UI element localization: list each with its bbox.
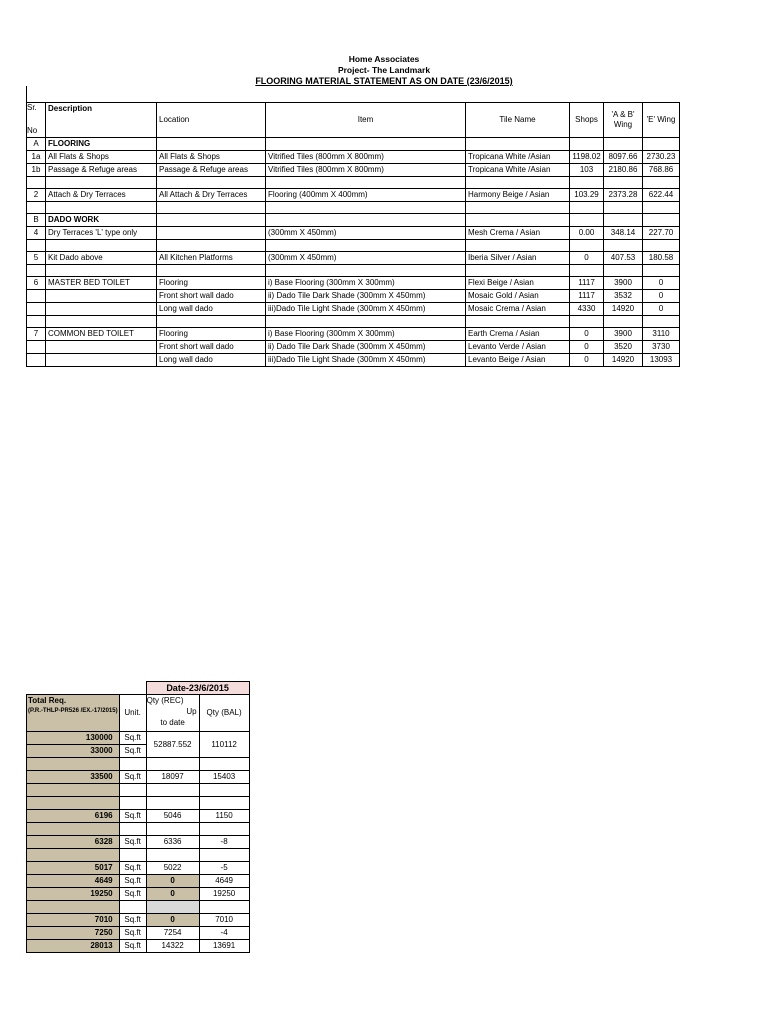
cell-ab-wing: 3520	[604, 341, 643, 354]
cell-tile-name: Tropicana White /Asian	[466, 151, 570, 164]
cell-qty-rec: 0	[146, 875, 199, 888]
cell-shops: 1117	[570, 290, 604, 303]
statement-title: FLOORING MATERIAL STATEMENT AS ON DATE (23/6/2015)	[255, 76, 513, 86]
cell-location: Flooring	[157, 277, 266, 290]
cell-ab-wing	[604, 265, 643, 277]
cell-sr: 6	[27, 277, 46, 290]
qty-rec-label-2: Up	[186, 707, 197, 716]
cell-sr: 1a	[27, 151, 46, 164]
cell-shops: 1117	[570, 277, 604, 290]
summary-row	[27, 849, 250, 862]
cell-tile-name: Mosaic Crema / Asian	[466, 303, 570, 316]
cell-shops: 103	[570, 164, 604, 177]
cell-sr: 1b	[27, 164, 46, 177]
cell-sr	[27, 290, 46, 303]
table-row	[27, 252, 680, 265]
cell-sr: 7	[27, 328, 46, 341]
cell-qty-bal	[199, 758, 249, 771]
cell-ab-wing	[604, 138, 643, 151]
cell-tile-name: Mosaic Gold / Asian	[466, 290, 570, 303]
col-tile-header: Tile Name	[466, 103, 570, 138]
cell-ab-wing: 3532	[604, 290, 643, 303]
summary-row	[27, 823, 250, 836]
col-qty-bal-header: Qty (BAL)	[199, 695, 249, 732]
cell-qty-bal: 19250	[199, 888, 249, 901]
cell-shops: 4330	[570, 303, 604, 316]
cell-total-req: 33500	[27, 771, 120, 784]
cell-qty-rec	[146, 784, 199, 797]
cell-e-wing: 0	[643, 290, 680, 303]
cell-total-req: 130000	[27, 732, 120, 745]
no-label: No	[27, 126, 38, 135]
cell-item: iii)Dado Tile Light Shade (300mm X 450mm)	[266, 303, 466, 316]
cell-item: i) Base Flooring (300mm X 300mm)	[266, 328, 466, 341]
cell-location: Long wall dado	[157, 303, 266, 316]
cell-ab-wing	[604, 316, 643, 328]
cell-total-req: 6196	[27, 810, 120, 823]
cell-e-wing	[643, 240, 680, 252]
date-header-row	[27, 682, 250, 695]
cell-item: Vitrified Tiles (800mm X 800mm)	[266, 164, 466, 177]
cell-e-wing: 13093	[643, 354, 680, 367]
cell-sr	[27, 265, 46, 277]
cell-sr: 5	[27, 252, 46, 265]
cell-unit: Sq.ft	[119, 810, 146, 823]
cell-location	[157, 214, 266, 227]
cell-qty-bal: 1150	[199, 810, 249, 823]
cell-unit: Sq.ft	[119, 745, 146, 758]
cell-ab-wing: 2180.86	[604, 164, 643, 177]
cell-location	[157, 202, 266, 214]
cell-tile-name: Levanto Beige / Asian	[466, 354, 570, 367]
cell-qty-rec: 0	[146, 914, 199, 927]
cell-e-wing	[643, 138, 680, 151]
cell-qty-bal	[199, 901, 249, 914]
col-e-wing-header: 'E' Wing	[643, 103, 680, 138]
margin-line	[26, 86, 27, 102]
cell-location	[157, 138, 266, 151]
qty-rec-label-1: Qty (REC)	[146, 696, 184, 705]
cell-description: COMMON BED TOILET	[46, 328, 157, 341]
cell-e-wing	[643, 202, 680, 214]
summary-row	[27, 810, 250, 823]
cell-description	[46, 177, 157, 189]
cell-description	[46, 290, 157, 303]
cell-item: ii) Dado Tile Dark Shade (300mm X 450mm)	[266, 290, 466, 303]
cell-item: ii) Dado Tile Dark Shade (300mm X 450mm)	[266, 341, 466, 354]
cell-shops	[570, 177, 604, 189]
cell-sr	[27, 177, 46, 189]
quantity-summary-table	[26, 681, 250, 953]
cell-unit: Sq.ft	[119, 836, 146, 849]
cell-item	[266, 177, 466, 189]
cell-qty-rec	[146, 849, 199, 862]
cell-shops	[570, 265, 604, 277]
cell-shops: 0	[570, 328, 604, 341]
table-row	[27, 316, 680, 328]
cell-total-req: 5017	[27, 862, 120, 875]
cell-qty-bal: 110112	[199, 732, 249, 758]
cell-sr	[27, 341, 46, 354]
cell-e-wing: 3110	[643, 328, 680, 341]
cell-unit: Sq.ft	[119, 875, 146, 888]
cell-location	[157, 177, 266, 189]
cell-tile-name	[466, 214, 570, 227]
cell-qty-rec: 14322	[146, 940, 199, 953]
cell-qty-rec	[146, 797, 199, 810]
table-row	[27, 227, 680, 240]
cell-total-req	[27, 823, 120, 836]
cell-shops: 0.00	[570, 227, 604, 240]
cell-e-wing: 3730	[643, 341, 680, 354]
cell-e-wing: 2730.23	[643, 151, 680, 164]
company-name: Home Associates	[348, 54, 420, 64]
cell-location: Passage & Refuge areas	[157, 164, 266, 177]
cell-item	[266, 240, 466, 252]
table-row	[27, 214, 680, 227]
cell-tile-name	[466, 202, 570, 214]
cell-sr: 2	[27, 189, 46, 202]
cell-location	[157, 227, 266, 240]
cell-e-wing: 180.58	[643, 252, 680, 265]
cell-ab-wing: 8097.66	[604, 151, 643, 164]
cell-shops: 103.29	[570, 189, 604, 202]
cell-sr: B	[27, 214, 46, 227]
cell-total-req: 33000	[27, 745, 120, 758]
cell-unit: Sq.ft	[119, 927, 146, 940]
col-ab-wing-header: 'A & B' Wing	[604, 103, 643, 138]
cell-ab-wing	[604, 177, 643, 189]
cell-qty-bal: 15403	[199, 771, 249, 784]
summary-row	[27, 875, 250, 888]
project-name: Project- The Landmark	[337, 65, 431, 75]
cell-item: (300mm X 450mm)	[266, 227, 466, 240]
cell-qty-rec: 5022	[146, 862, 199, 875]
cell-qty-bal: 4649	[199, 875, 249, 888]
cell-item	[266, 202, 466, 214]
table-row	[27, 151, 680, 164]
cell-unit: Sq.ft	[119, 732, 146, 745]
cell-qty-bal	[199, 797, 249, 810]
cell-location: All Flats & Shops	[157, 151, 266, 164]
cell-qty-bal: 7010	[199, 914, 249, 927]
cell-sr	[27, 240, 46, 252]
cell-e-wing: 227.70	[643, 227, 680, 240]
cell-description: DADO WORK	[46, 214, 157, 227]
summary-row	[27, 901, 250, 914]
table-row	[27, 138, 680, 151]
cell-e-wing: 768.86	[643, 164, 680, 177]
cell-qty-rec	[146, 901, 199, 914]
cell-shops	[570, 202, 604, 214]
table-row	[27, 290, 680, 303]
cell-shops: 0	[570, 341, 604, 354]
cell-unit: Sq.ft	[119, 914, 146, 927]
cell-item: Flooring (400mm X 400mm)	[266, 189, 466, 202]
cell-tile-name: Harmony Beige / Asian	[466, 189, 570, 202]
cell-unit: Sq.ft	[119, 940, 146, 953]
cell-location: All Attach & Dry Terraces	[157, 189, 266, 202]
summary-row	[27, 758, 250, 771]
cell-total-req	[27, 901, 120, 914]
cell-qty-bal: 13691	[199, 940, 249, 953]
cell-item: iii)Dado Tile Light Shade (300mm X 450mm)	[266, 354, 466, 367]
cell-tile-name	[466, 265, 570, 277]
table-row	[27, 202, 680, 214]
cell-unit	[119, 901, 146, 914]
table-row	[27, 341, 680, 354]
cell-ab-wing: 3900	[604, 277, 643, 290]
table-row	[27, 164, 680, 177]
table-row	[27, 189, 680, 202]
cell-ab-wing: 3900	[604, 328, 643, 341]
cell-sr	[27, 316, 46, 328]
cell-description: Attach & Dry Terraces	[46, 189, 157, 202]
cell-e-wing: 622.44	[643, 189, 680, 202]
cell-location: Flooring	[157, 328, 266, 341]
cell-qty-bal	[199, 784, 249, 797]
cell-tile-name: Levanto Verde / Asian	[466, 341, 570, 354]
cell-total-req: 4649	[27, 875, 120, 888]
cell-item: (300mm X 450mm)	[266, 252, 466, 265]
cell-tile-name: Iberia Silver / Asian	[466, 252, 570, 265]
cell-total-req	[27, 758, 120, 771]
cell-unit	[119, 758, 146, 771]
cell-description	[46, 265, 157, 277]
cell-location	[157, 240, 266, 252]
cell-qty-rec: 0	[146, 888, 199, 901]
cell-shops: 1198.02	[570, 151, 604, 164]
cell-sr: 4	[27, 227, 46, 240]
cell-shops: 0	[570, 354, 604, 367]
cell-description: FLOORING	[46, 138, 157, 151]
cell-location: Long wall dado	[157, 354, 266, 367]
summary-row	[27, 771, 250, 784]
cell-qty-rec: 6336	[146, 836, 199, 849]
summary-row	[27, 784, 250, 797]
cell-location: Front short wall dado	[157, 290, 266, 303]
table-row	[27, 177, 680, 189]
cell-qty-bal: -4	[199, 927, 249, 940]
table-row	[27, 265, 680, 277]
cell-unit	[119, 823, 146, 836]
cell-e-wing	[643, 177, 680, 189]
cell-tile-name: Flexi Beige / Asian	[466, 277, 570, 290]
cell-shops	[570, 240, 604, 252]
cell-ab-wing: 348.14	[604, 227, 643, 240]
total-req-sub: (P.R.-THLP-PR526 /EX.-17/2015)	[28, 708, 118, 714]
cell-description	[46, 341, 157, 354]
cell-item	[266, 138, 466, 151]
table-header-row	[27, 103, 680, 138]
cell-unit	[119, 849, 146, 862]
total-req-label: Total Req.	[28, 696, 67, 705]
cell-description	[46, 354, 157, 367]
main-table-body	[27, 138, 680, 367]
cell-e-wing: 0	[643, 303, 680, 316]
summary-table-body	[27, 732, 250, 953]
cell-tile-name	[466, 177, 570, 189]
cell-total-req	[27, 849, 120, 862]
cell-location: Front short wall dado	[157, 341, 266, 354]
cell-ab-wing: 407.53	[604, 252, 643, 265]
cell-ab-wing: 14920	[604, 303, 643, 316]
cell-sr	[27, 354, 46, 367]
cell-unit: Sq.ft	[119, 771, 146, 784]
cell-unit	[119, 784, 146, 797]
cell-total-req: 19250	[27, 888, 120, 901]
table-row	[27, 240, 680, 252]
cell-total-req	[27, 784, 120, 797]
cell-description: Passage & Refuge areas	[46, 164, 157, 177]
cell-item	[266, 316, 466, 328]
cell-item	[266, 265, 466, 277]
cell-qty-rec	[146, 758, 199, 771]
cell-qty-rec: 18097	[146, 771, 199, 784]
cell-qty-bal	[199, 823, 249, 836]
cell-sr	[27, 202, 46, 214]
summary-row	[27, 940, 250, 953]
cell-tile-name: Tropicana White /Asian	[466, 164, 570, 177]
col-unit-header: Unit.	[119, 695, 146, 732]
cell-description	[46, 303, 157, 316]
col-sr-header	[27, 103, 46, 138]
summary-row	[27, 862, 250, 875]
cell-item: i) Base Flooring (300mm X 300mm)	[266, 277, 466, 290]
cell-unit	[119, 797, 146, 810]
cell-sr	[27, 303, 46, 316]
cell-tile-name: Earth Crema / Asian	[466, 328, 570, 341]
cell-tile-name	[466, 316, 570, 328]
cell-item	[266, 214, 466, 227]
summary-row	[27, 732, 250, 745]
cell-ab-wing	[604, 214, 643, 227]
col-description-header: Description	[46, 103, 157, 138]
cell-qty-bal: -5	[199, 862, 249, 875]
cell-shops	[570, 138, 604, 151]
col-shops-header: Shops	[570, 103, 604, 138]
cell-e-wing	[643, 214, 680, 227]
cell-description	[46, 316, 157, 328]
cell-description	[46, 202, 157, 214]
table-row	[27, 277, 680, 290]
cell-description: All Flats & Shops	[46, 151, 157, 164]
cell-ab-wing: 2373.28	[604, 189, 643, 202]
col-qty-rec-header	[146, 695, 199, 732]
table-row	[27, 354, 680, 367]
cell-ab-wing	[604, 240, 643, 252]
cell-qty-rec	[146, 823, 199, 836]
cell-unit: Sq.ft	[119, 888, 146, 901]
cell-ab-wing	[604, 202, 643, 214]
summary-row	[27, 797, 250, 810]
qty-rec-label-3: to date	[160, 718, 185, 727]
cell-qty-rec: 5046	[146, 810, 199, 823]
cell-shops	[570, 316, 604, 328]
cell-qty-bal: -8	[199, 836, 249, 849]
summary-header-row	[27, 695, 250, 732]
cell-e-wing	[643, 316, 680, 328]
cell-description: Dry Terraces 'L' type only	[46, 227, 157, 240]
table-row	[27, 303, 680, 316]
cell-tile-name: Mesh Crema / Asian	[466, 227, 570, 240]
cell-location	[157, 316, 266, 328]
cell-sr: A	[27, 138, 46, 151]
cell-total-req: 28013	[27, 940, 120, 953]
cell-total-req: 7250	[27, 927, 120, 940]
summary-row	[27, 888, 250, 901]
cell-description	[46, 240, 157, 252]
cell-location: All Kitchen Platforms	[157, 252, 266, 265]
cell-qty-bal	[199, 849, 249, 862]
cell-shops: 0	[570, 252, 604, 265]
col-item-header: Item	[266, 103, 466, 138]
cell-description: MASTER BED TOILET	[46, 277, 157, 290]
col-total-req-header	[27, 695, 120, 732]
cell-tile-name	[466, 138, 570, 151]
cell-location	[157, 265, 266, 277]
cell-shops	[570, 214, 604, 227]
summary-row	[27, 927, 250, 940]
date-header: Date-23/6/2015	[146, 682, 249, 695]
cell-total-req	[27, 797, 120, 810]
sr-label: Sr.	[27, 103, 37, 112]
cell-description: Kit Dado above	[46, 252, 157, 265]
cell-total-req: 7010	[27, 914, 120, 927]
cell-tile-name	[466, 240, 570, 252]
cell-unit: Sq.ft	[119, 862, 146, 875]
material-statement-table	[26, 102, 680, 367]
summary-row	[27, 914, 250, 927]
cell-qty-rec: 7254	[146, 927, 199, 940]
summary-row	[27, 836, 250, 849]
cell-item: Vitrified Tiles (800mm X 800mm)	[266, 151, 466, 164]
cell-e-wing: 0	[643, 277, 680, 290]
table-row	[27, 328, 680, 341]
cell-ab-wing: 14920	[604, 354, 643, 367]
cell-qty-rec: 52887.552	[146, 732, 199, 758]
cell-total-req: 6328	[27, 836, 120, 849]
col-location-header: Location	[157, 103, 266, 138]
cell-e-wing	[643, 265, 680, 277]
